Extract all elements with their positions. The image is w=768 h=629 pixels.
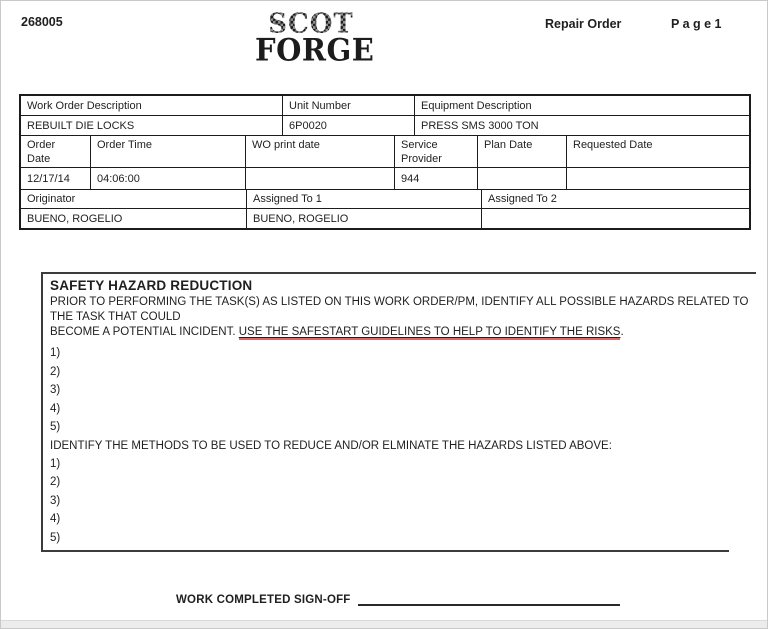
hazard-item: 4) bbox=[50, 402, 61, 415]
page-bottom-edge bbox=[1, 620, 767, 628]
wo-description-header: Work Order Description bbox=[21, 96, 283, 115]
logo-scot-text: SCOT bbox=[268, 8, 354, 40]
hazard-item: 5) bbox=[50, 421, 61, 433]
hazard-item: 2) bbox=[50, 365, 61, 378]
unit-number-header: Unit Number bbox=[283, 96, 415, 115]
scot-forge-logo bbox=[255, 8, 375, 68]
hazard-item: 1) bbox=[50, 347, 61, 359]
wo-description-value: REBUILT DIE LOCKS bbox=[21, 116, 283, 135]
work-completed-signoff bbox=[176, 593, 620, 606]
order-time-header: Order Time bbox=[91, 136, 246, 167]
table-row-values-1 bbox=[21, 116, 749, 136]
safety-hazard-section bbox=[41, 272, 756, 550]
originator-value: BUENO, ROGELIO bbox=[21, 209, 247, 228]
wo-print-date-value bbox=[246, 168, 395, 189]
unit-number-value: 6P0020 bbox=[283, 116, 415, 135]
assigned-to-1-value: BUENO, ROGELIO bbox=[247, 209, 482, 228]
assigned-to-1-header: Assigned To 1 bbox=[247, 190, 482, 208]
requested-date-value bbox=[567, 168, 749, 189]
service-provider-header: Service Provider bbox=[395, 136, 478, 167]
table-row-values-2 bbox=[21, 168, 749, 190]
table-row-values-3 bbox=[21, 209, 749, 228]
order-time-value: 04:06:00 bbox=[91, 168, 246, 189]
method-item: 2) bbox=[50, 476, 61, 488]
signature-line bbox=[358, 593, 620, 606]
safety-intro-line-3 bbox=[50, 325, 750, 340]
method-item: 1) bbox=[50, 457, 61, 470]
logo-forge-text: FORGE bbox=[255, 32, 375, 68]
work-order-table bbox=[19, 94, 751, 230]
method-item: 4) bbox=[50, 513, 61, 525]
hazard-item: 3) bbox=[50, 384, 61, 396]
assigned-to-2-header: Assigned To 2 bbox=[488, 193, 557, 205]
doc-type-label: Repair Order bbox=[545, 17, 622, 31]
order-date-value: 12/17/14 bbox=[21, 168, 91, 189]
safety-intro-line-3-prefix: BECOME A POTENTIAL INCIDENT. bbox=[50, 326, 239, 338]
safety-title: SAFETY HAZARD REDUCTION bbox=[50, 278, 253, 293]
order-date-header: Order Date bbox=[21, 136, 91, 167]
method-item: 3) bbox=[50, 494, 61, 507]
service-provider-value: 944 bbox=[395, 168, 478, 189]
signoff-label: WORK COMPLETED SIGN-OFF bbox=[176, 594, 351, 606]
hazard-list bbox=[50, 344, 750, 437]
safety-section-bottom-rule bbox=[41, 550, 729, 552]
method-item: 5) bbox=[50, 531, 61, 544]
requested-date-header: Requested Date bbox=[573, 139, 653, 151]
order-number: 268005 bbox=[21, 15, 63, 29]
safety-intro-line-2: THE TASK THAT COULD bbox=[50, 311, 181, 323]
safety-intro-line-1: PRIOR TO PERFORMING THE TASK(S) AS LISTED ON THIS WORK ORDER/PM, IDENTIFY ALL POSSIBLE HAZARDS RELATED TO bbox=[50, 296, 749, 308]
plan-date-value bbox=[478, 168, 567, 189]
page-number-label: P a g e 1 bbox=[671, 17, 722, 31]
equipment-description-value: PRESS SMS 3000 TON bbox=[421, 119, 539, 132]
assigned-to-2-value bbox=[482, 209, 749, 228]
originator-header: Originator bbox=[21, 190, 247, 208]
table-row-headers-1 bbox=[21, 96, 749, 116]
wo-print-date-header: WO print date bbox=[246, 136, 395, 167]
plan-date-header: Plan Date bbox=[478, 136, 567, 167]
equipment-description-header: Equipment Description bbox=[421, 99, 532, 112]
methods-list bbox=[50, 455, 750, 548]
table-row-headers-2 bbox=[21, 136, 749, 168]
table-row-headers-3 bbox=[21, 190, 749, 209]
safestart-underlined-text: USE THE SAFESTART GUIDELINES TO HELP TO IDENTIFY THE RISKS bbox=[238, 326, 621, 338]
methods-heading: IDENTIFY THE METHODS TO BE USED TO REDUCE AND/OR ELMINATE THE HAZARDS LISTED ABOVE: bbox=[50, 439, 612, 452]
safety-intro-line-3-suffix: . bbox=[620, 326, 624, 338]
